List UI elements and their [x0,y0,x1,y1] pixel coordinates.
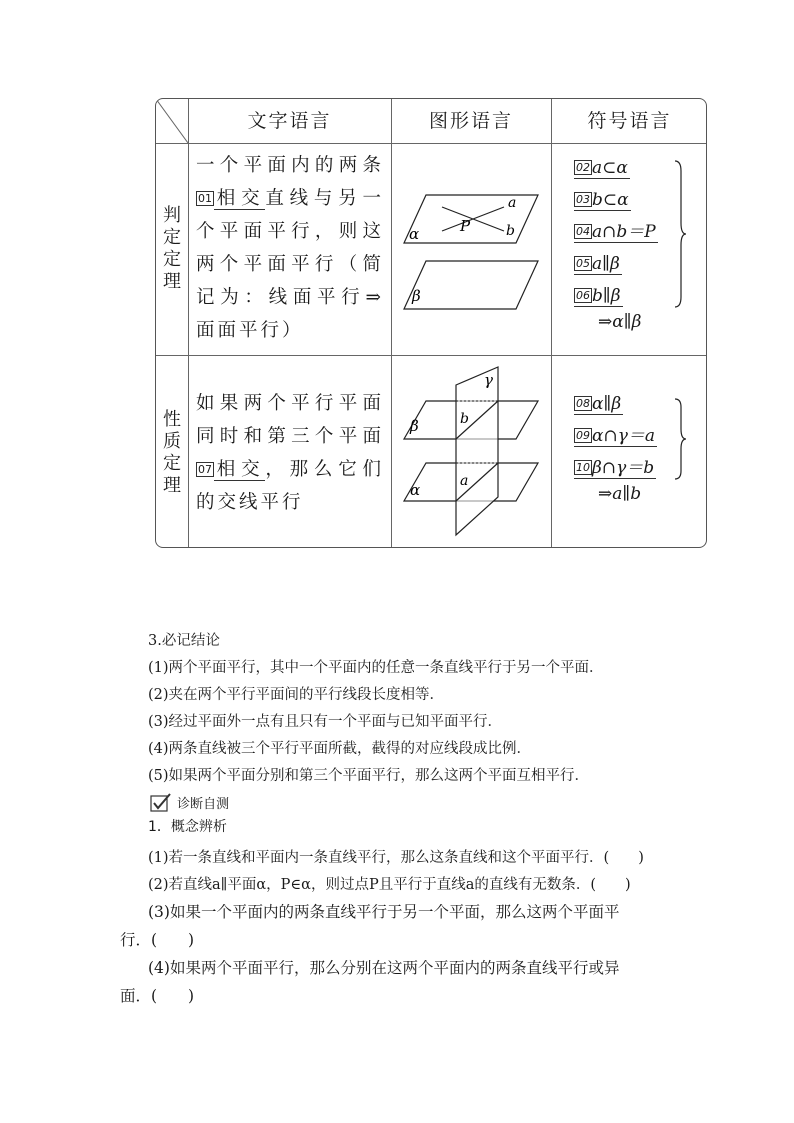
question-3-cont: 行．( ) [120,931,195,949]
fig-label-b: b [506,223,515,239]
row-divider [156,143,706,144]
criterion-text: 一个平面内的两条01 相交直线与另一个平面平行，则这两个平面平行（简记为：线面平行⇒面面平行） [196,155,384,341]
fig-label-a: a [508,195,517,211]
question-4-cont: 面．( ) [120,987,195,1005]
fig-label-alpha: α [410,481,421,499]
question-3: (3)如果一个平面内的两条直线平行于另一个平面，那么这两个平面平 [148,903,620,921]
property-text: 如果两个平行平面同时和第三个平面07 相交，那么它们的交线平行 [196,393,384,513]
col-divider [188,99,189,547]
blank-answer: 相交 [214,188,266,209]
conclusion-item: (3)经过平面外一点有且只有一个平面与已知平面平行． [148,714,503,730]
criterion-symbols: 02 a⊂α 03 b⊂α 04 a∩b＝P 05 a∥β 06 b∥β ⇒α∥β [576,158,656,332]
brace-icon [673,397,687,481]
fig-label-gamma: γ [484,371,493,389]
fig-label-beta: β [410,417,419,435]
header-figure-lang: 图形语言 [428,110,513,132]
question-2: (2)若直线a∥平面α，P∈α，则过点P且平行于直线a的直线有无数条．( ) [148,877,631,893]
header-corner-diagonal [156,99,188,143]
row-divider [156,355,706,356]
theorem-table [155,98,707,548]
conclusion-item: (2)夹在两个平行平面间的平行线段长度相等． [148,687,445,703]
question-1: (1)若一条直线和平面内一条直线平行，那么这条直线和这个平面平行．( ) [148,850,644,866]
fig-label-a: a [460,473,469,489]
section-heading: 1．概念辨析 [148,819,227,835]
row-label-property: 性 质 定 理 [163,409,181,496]
property-symbols: 08 α∥β 09 α∩γ＝a 10 β∩γ＝b ⇒a∥b [576,394,656,504]
fig-label-p: P [460,217,471,235]
conclusion-item: (1)两个平面平行，其中一个平面内的任意一条直线平行于另一个平面． [148,660,604,676]
blank-answer: 相交 [214,459,266,480]
fig-label-alpha: α [409,225,420,243]
fig-label-b: b [460,411,469,427]
fig-label-beta: β [412,287,421,305]
brace-icon [673,159,687,309]
conclusion-item: (5)如果两个平面分别和第三个平面平行，那么这两个平面互相平行． [148,768,590,784]
self-test-title: 诊断自测 [177,797,230,812]
row-label-criterion: 判 定 定 理 [163,205,181,292]
checkmark-icon [150,793,172,813]
header-symbol-lang: 符号语言 [587,110,672,132]
criterion-figure [396,179,546,329]
blank-number: 01 [198,192,212,205]
conclusions-title: 3.必记结论 [148,633,220,649]
col-divider [551,99,552,547]
conclusion-item: (4)两条直线被三个平行平面所截，截得的对应线段成比例． [148,741,532,757]
property-figure [396,363,551,541]
self-test-header [150,792,229,814]
question-4: (4)如果两个平面平行，那么分别在这两个平面内的两条直线平行或异 [148,959,620,977]
header-text-lang: 文字语言 [247,110,332,132]
blank-number: 07 [198,463,212,476]
col-divider [391,99,392,547]
